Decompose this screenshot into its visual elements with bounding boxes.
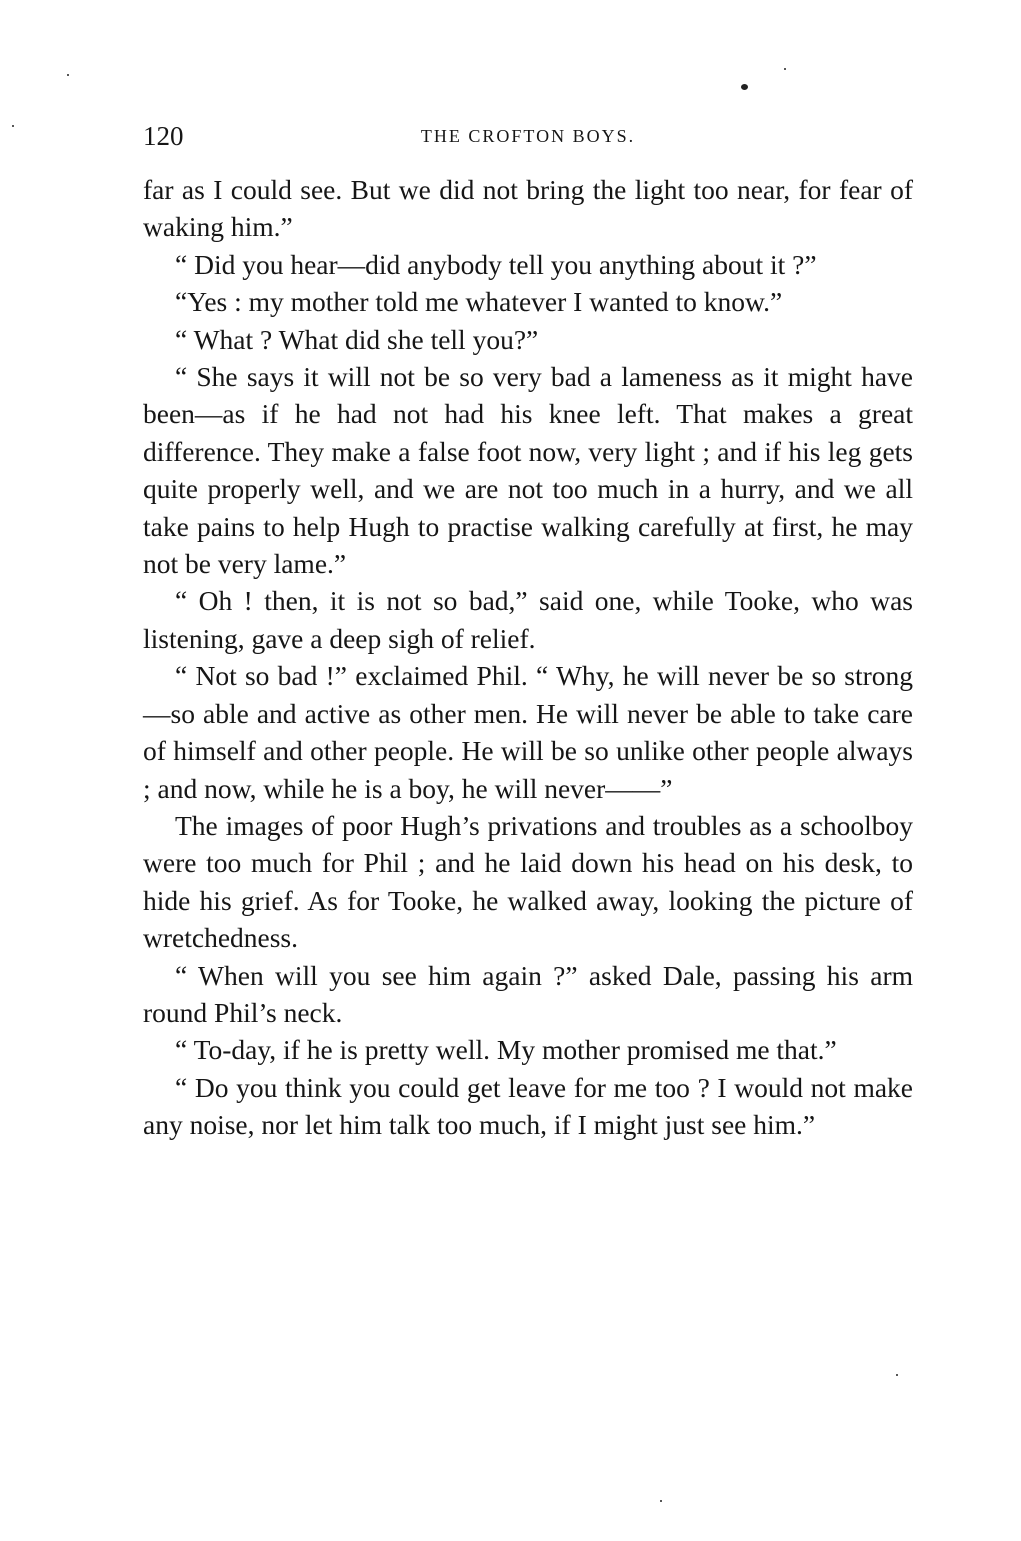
paragraph: The images of poor Hugh’s privations and troubles as a schoolboy were too much for Phil ; and he laid down his head on his desk, to hide his grief. As for Tooke, he walked away, looking the picture of wretchedness. <box>143 809 913 954</box>
paragraph: “ Did you hear—did anybody tell you anything about it ?” <box>175 248 817 280</box>
paragraph: “Yes : my mother told me whatever I wanted to know.” <box>175 286 783 318</box>
ink-speck <box>12 125 14 127</box>
paragraph: “ To-day, if he is pretty well. My mother promised me that.” <box>175 1034 837 1066</box>
ink-speck <box>741 84 748 90</box>
ink-speck <box>896 1374 898 1376</box>
running-title: THE CROFTON BOYS. <box>420 126 636 146</box>
paragraph: “ Not so bad !” exclaimed Phil. “ Why, he will never be so strong—so able and active as other men. He will never be able to take care of himself and other people. He will be so unlike other people always ; and now, while he is a boy, he will never——” <box>143 660 913 804</box>
page-number: 120 <box>143 121 184 151</box>
body-text <box>143 171 913 1144</box>
paragraph: “ Oh ! then, it is not so bad,” said one, while Tooke, who was listening, gave a deep sigh of relief. <box>143 585 913 654</box>
paragraph: “ She says it will not be so very bad a lameness as it might have been—as if he had not had his knee left. That makes a great difference. They make a false foot now, very light ; and if his leg gets quite properly well, and we are not too much in a hurry, and we all take pains to help Hugh to practise walking carefully at first, he may not be very lame.” <box>143 361 913 580</box>
ink-speck <box>660 1500 662 1502</box>
paragraph: “ Do you think you could get leave for me too ? I would not make any noise, nor let him talk too much, if I might just see him.” <box>143 1071 913 1141</box>
paragraph: far as I could see. But we did not bring the light too near, for fear of waking him.” <box>143 174 913 243</box>
ink-speck <box>784 68 786 70</box>
paragraph: “ What ? What did she tell you?” <box>175 323 539 355</box>
page-header <box>143 118 913 158</box>
paragraph: “ When will you see him again ?” asked Dale, passing his arm round Phil’s neck. <box>143 959 913 1028</box>
ink-speck <box>67 74 69 76</box>
